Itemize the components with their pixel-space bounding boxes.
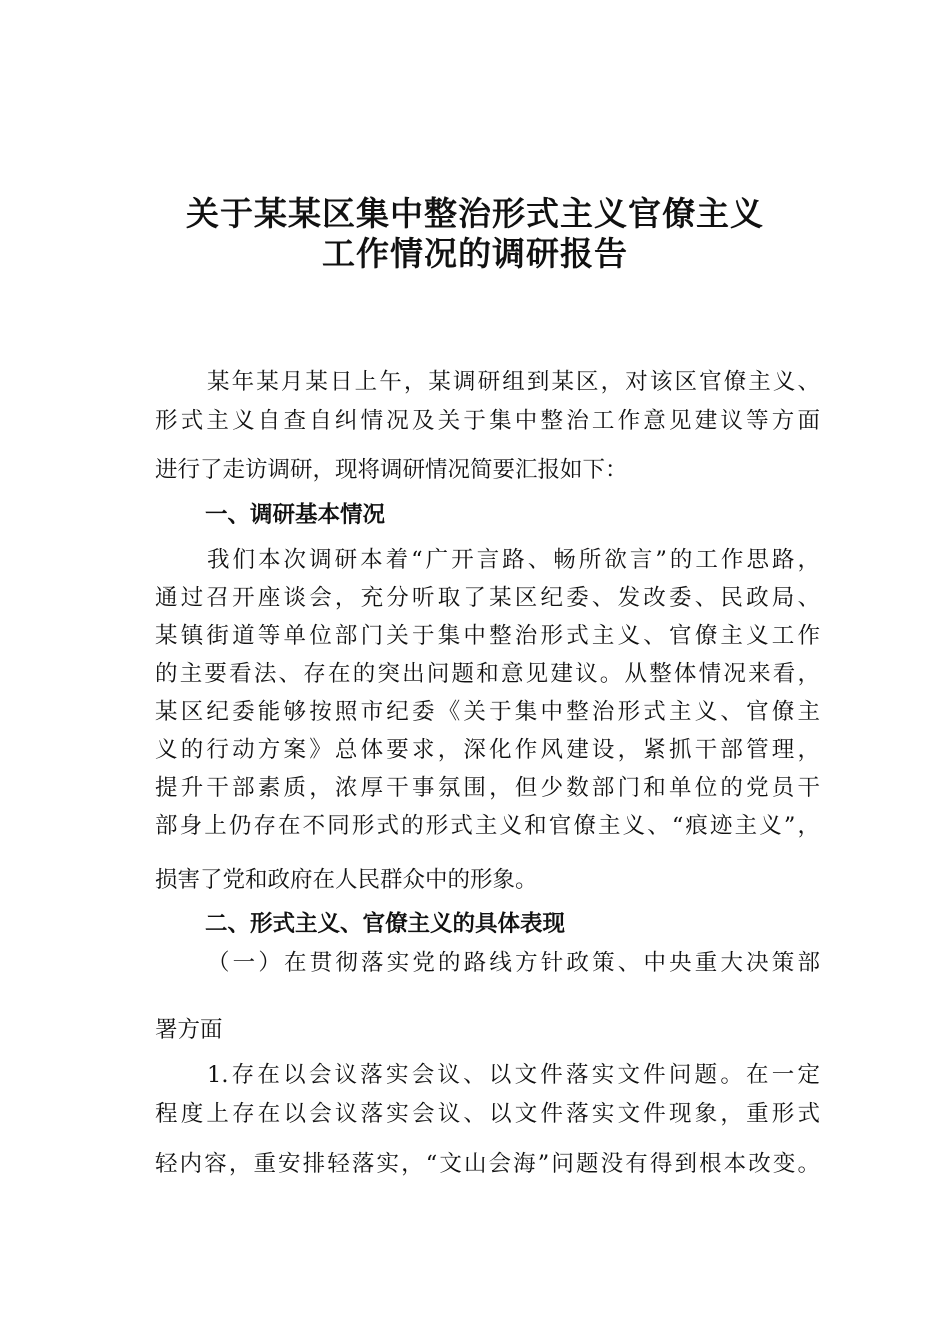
section-1-line: 某镇街道等单位部门关于集中整治形式主义、官僚主义工作 <box>155 623 820 649</box>
intro-line: 某年某月某日上午，某调研组到某区，对该区官僚主义、 <box>207 369 820 395</box>
section-1-line: 损害了党和政府在人民群众中的形象。 <box>155 867 538 893</box>
section-1-line: 提升干部素质，浓厚干事氛围，但少数部门和单位的党员干 <box>155 775 820 801</box>
subsection-1-line: 署方面 <box>155 1017 223 1043</box>
document-title-line-2: 工作情况的调研报告 <box>322 234 628 273</box>
intro-line: 形式主义自查自纠情况及关于集中整治工作意见建议等方面 <box>155 408 820 434</box>
section-1-line: 的主要看法、存在的突出问题和意见建议。从整体情况来看， <box>155 661 820 687</box>
subsection-1-line: （一）在贯彻落实党的路线方针政策、中央重大决策部 <box>207 950 820 976</box>
section-1-line: 义的行动方案》总体要求，深化作风建设，紧抓干部管理， <box>155 737 820 763</box>
item-1-line: 轻内容，重安排轻落实，“文山会海”问题没有得到根本改变。 <box>155 1151 820 1177</box>
section-1-heading: 一、调研基本情况 <box>205 502 386 528</box>
section-1-line: 我们本次调研本着“广开言路、畅所欲言”的工作思路， <box>207 547 820 573</box>
section-2-heading: 二、形式主义、官僚主义的具体表现 <box>205 911 566 937</box>
section-1-line: 部身上仍存在不同形式的形式主义和官僚主义、“痕迹主义”， <box>155 813 820 839</box>
section-1-line: 通过召开座谈会，充分听取了某区纪委、发改委、民政局、 <box>155 585 820 611</box>
item-1-line: 1.存在以会议落实会议、以文件落实文件问题。在一定 <box>207 1062 820 1088</box>
document-title-line-1: 关于某某区集中整治形式主义官僚主义 <box>186 194 764 233</box>
intro-line: 进行了走访调研，现将调研情况简要汇报如下： <box>155 457 628 483</box>
item-1-line: 程度上存在以会议落实会议、以文件落实文件现象，重形式 <box>155 1101 820 1127</box>
section-1-line: 某区纪委能够按照市纪委《关于集中整治形式主义、官僚主 <box>155 699 820 725</box>
